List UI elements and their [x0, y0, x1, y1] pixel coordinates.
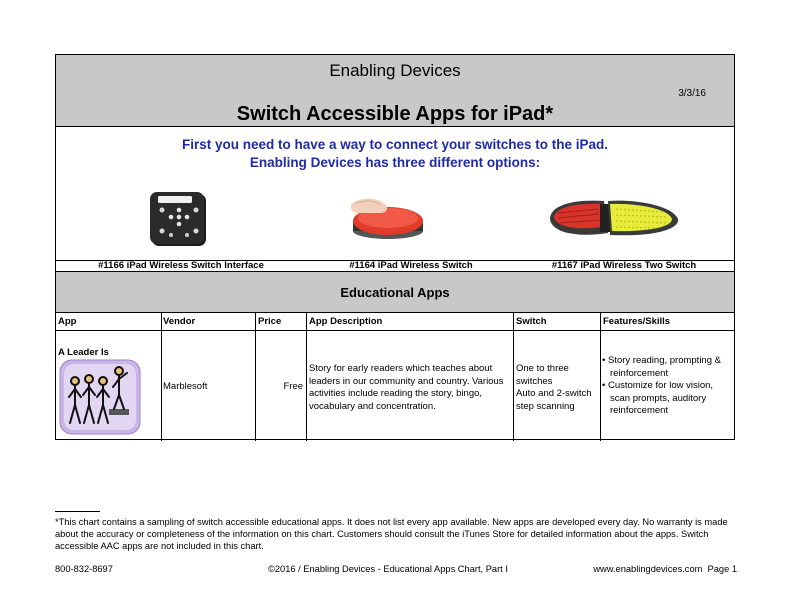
intro-section [56, 127, 734, 271]
col-header-vendor: Vendor [163, 316, 196, 327]
features-list-item: • Story reading, prompting & reinforcement [602, 355, 721, 379]
col-header-features: Features/Skills [603, 316, 671, 327]
section-band [56, 271, 734, 313]
table-header-row [56, 313, 734, 331]
two-switch-image [544, 195, 684, 247]
feature-text: Customize for low vision, scan prompts, auditory reinforcement [607, 380, 714, 416]
switch-line: step scanning [516, 400, 575, 412]
features-list-item: • Customize for low vision, scan prompts, auditory reinforcement [602, 380, 714, 416]
col-header-app: App [58, 316, 77, 327]
footer-copyright: ©2016 / Enabling Devices - Educational Apps Chart, Part I [268, 564, 508, 574]
table-row-app-name: A Leader Is [58, 347, 109, 358]
page-title: Switch Accessible Apps for iPad* [236, 103, 554, 125]
footer-website-page: www.enablingdevices.com Page 1 [593, 564, 737, 574]
product-label-1164: #1164 iPad Wireless Switch [349, 260, 473, 271]
chart-date: 3/3/16 [678, 88, 706, 99]
col-header-description: App Description [309, 316, 383, 327]
section-title: Educational Apps [340, 285, 450, 300]
stick-figures-app-icon [59, 359, 141, 435]
table-row-features [602, 355, 730, 418]
switch-line: Auto and 2-switch [516, 388, 592, 399]
col-header-price: Price [258, 316, 282, 327]
header-band [56, 55, 734, 127]
switch-line: switches [516, 375, 553, 387]
table-row-price: Free [283, 381, 303, 392]
col-header-switch: Switch [516, 316, 547, 327]
feature-text: Story reading, prompting & reinforcement [607, 355, 721, 379]
table-row-description: Story for early readers which teaches about leaders in our community and country. Various activities include reading the story, bingo, vocabulary and concentration. [309, 363, 504, 412]
column-divider [161, 313, 162, 441]
product-label-1166: #1166 iPad Wireless Switch Interface [98, 260, 264, 271]
company-name: Enabling Devices [329, 61, 461, 80]
footnote: *This chart contains a sampling of switch accessible educational apps. It does not list every app available. New apps are developed every day. No warranty is made about the accuracy or completeness of the information on this chart. Customers should consult the iTunes Store for detailed information about the apps. Switch accessible AAC apps are not included in this chart. [55, 517, 728, 551]
footnote-rule [55, 511, 100, 512]
column-divider [306, 313, 307, 441]
wireless-switch-interface-image [149, 191, 211, 249]
product-label-1167: #1167 iPad Wireless Two Switch [551, 260, 697, 271]
red-wireless-switch-image [348, 191, 428, 243]
table-row-vendor: Marblesoft [163, 381, 208, 392]
column-divider [600, 313, 601, 441]
features-list [602, 355, 730, 418]
footer-phone: 800-832-8697 [55, 564, 113, 574]
chart-frame [55, 54, 735, 440]
column-divider [255, 313, 256, 441]
intro-line-2: Enabling Devices has three different options: [249, 155, 541, 170]
switch-line: One to three [516, 363, 569, 374]
column-divider [513, 313, 514, 441]
intro-line-1: First you need to have a way to connect your switches to the iPad. [181, 137, 609, 152]
table-row-switch [516, 363, 600, 413]
